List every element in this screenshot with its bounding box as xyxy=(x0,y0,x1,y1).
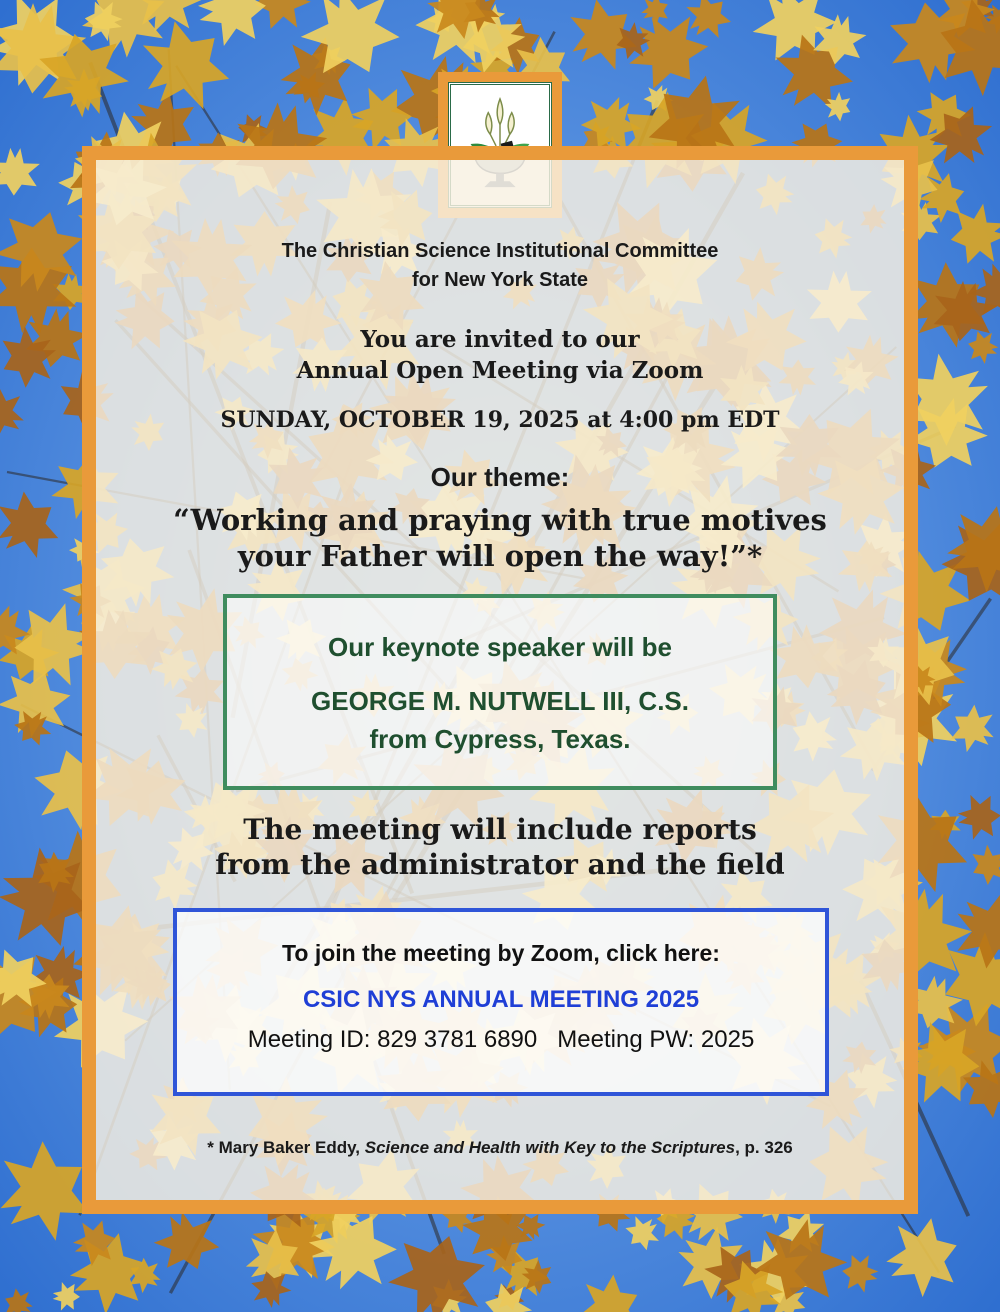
meeting-id: 829 3781 6890 xyxy=(377,1026,538,1053)
footnote-author: * Mary Baker Eddy, xyxy=(207,1138,361,1157)
footnote-book-title: Science and Health with Key to the Scriptures xyxy=(364,1138,736,1157)
zoom-join-box xyxy=(173,908,829,1096)
meeting-credentials xyxy=(177,1026,825,1054)
reports-note xyxy=(0,812,1000,882)
speaker-location: from Cypress, Texas. xyxy=(369,724,631,754)
organization-name: The Christian Science Institutional Committee xyxy=(281,240,719,262)
zoom-prompt: To join the meeting by Zoom, click here: xyxy=(282,940,720,966)
footnote xyxy=(82,1138,918,1158)
footnote-page: , p. 326 xyxy=(735,1138,793,1157)
meeting-password-label: Meeting PW: xyxy=(557,1026,695,1053)
theme-quote-line-2: your Father will open the way!”* xyxy=(237,539,763,573)
invitation-line-2: Annual Open Meeting via Zoom xyxy=(296,357,704,384)
organization-region: for New York State xyxy=(412,269,588,291)
invitation-line-1: You are invited to our xyxy=(360,326,640,353)
speaker-name: GEORGE M. NUTWELL III, C.S. xyxy=(311,686,689,716)
speaker-intro: Our keynote speaker will be xyxy=(328,632,672,662)
meeting-date: SUNDAY, OCTOBER 19, 2025 at 4:00 pm EDT xyxy=(220,407,780,433)
theme-quote xyxy=(0,502,1000,574)
theme-quote-line-1: “Working and praying with true motives xyxy=(173,503,827,537)
invitation-heading xyxy=(0,324,1000,386)
theme-label: Our theme: xyxy=(430,462,570,492)
reports-line-1: The meeting will include reports xyxy=(243,813,757,846)
keynote-speaker-box xyxy=(223,594,777,790)
meeting-id-label: Meeting ID: xyxy=(247,1026,371,1053)
meeting-password: 2025 xyxy=(700,1026,755,1053)
reports-line-2: from the administrator and the field xyxy=(215,848,785,881)
zoom-meeting-link[interactable]: CSIC NYS ANNUAL MEETING 2025 xyxy=(302,986,700,1013)
